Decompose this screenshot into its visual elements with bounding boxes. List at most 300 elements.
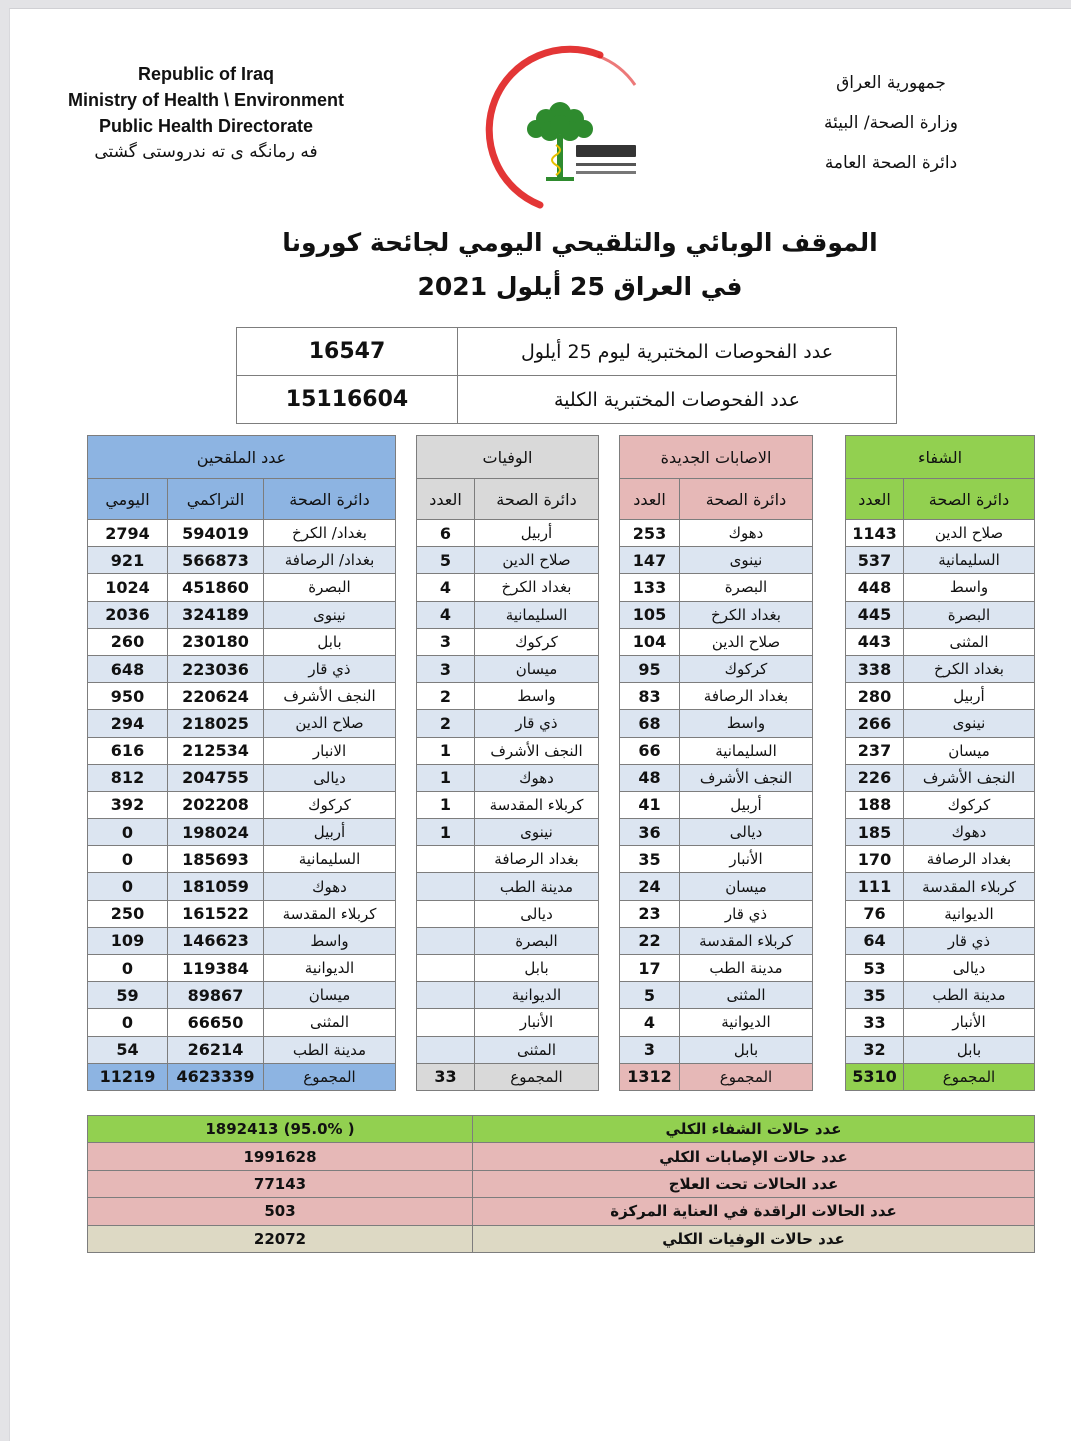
dept-cell: الديوانية	[904, 900, 1035, 927]
summary-row-total-cases	[88, 1143, 1035, 1170]
dept-cell: أربيل	[264, 819, 396, 846]
daily-cell: 0	[88, 955, 168, 982]
column-header-dept: دائرة الصحة	[264, 479, 396, 520]
table-row	[620, 955, 813, 982]
table-row	[417, 655, 599, 682]
table-row	[417, 927, 599, 954]
count-cell: 2	[417, 710, 475, 737]
dept-cell: دهوك	[475, 764, 599, 791]
summary-label: عدد حالات الإصابات الكلي	[473, 1143, 1035, 1170]
dept-cell: النجف الأشرف	[475, 737, 599, 764]
table-row	[417, 846, 599, 873]
daily-cell: 260	[88, 628, 168, 655]
vaccinated-table	[87, 435, 396, 1091]
dept-cell: ميسان	[904, 737, 1035, 764]
lab-tests-row	[237, 328, 897, 376]
dept-cell: ذي قار	[475, 710, 599, 737]
table-row	[846, 683, 1035, 710]
table-row	[620, 846, 813, 873]
dept-cell: صلاح الدين	[264, 710, 396, 737]
table-row	[846, 764, 1035, 791]
lab-tests-value: 16547	[237, 328, 458, 376]
dept-cell: دهوك	[680, 520, 813, 547]
dept-cell: البصرة	[475, 927, 599, 954]
column-header-dept: دائرة الصحة	[475, 479, 599, 520]
summary-label: عدد الحالات الراقدة في العناية المركزة	[473, 1198, 1035, 1225]
table-row	[88, 791, 396, 818]
recoveries-table	[845, 435, 1035, 1091]
count-cell: 185	[846, 819, 904, 846]
table-row	[417, 710, 599, 737]
count-cell: 4	[417, 601, 475, 628]
header-line-ministry-ar: وزارة الصحة/ البيئة	[824, 113, 958, 133]
table-row	[620, 628, 813, 655]
dept-cell: ذي قار	[904, 927, 1035, 954]
cumulative-cell: 198024	[168, 819, 264, 846]
count-cell	[417, 1009, 475, 1036]
dept-cell: البصرة	[264, 574, 396, 601]
table-row	[846, 982, 1035, 1009]
table-row	[417, 628, 599, 655]
count-cell: 448	[846, 574, 904, 601]
total-label: المجموع	[475, 1063, 599, 1090]
header-arabic	[791, 63, 991, 183]
table-row	[846, 873, 1035, 900]
cumulative-cell: 220624	[168, 683, 264, 710]
summary-row-icu	[88, 1198, 1035, 1225]
table-row	[620, 574, 813, 601]
table-row	[846, 1009, 1035, 1036]
cumulative-cell: 212534	[168, 737, 264, 764]
total-label: المجموع	[264, 1063, 396, 1090]
count-cell: 237	[846, 737, 904, 764]
dept-cell: بابل	[475, 955, 599, 982]
header-line-directorate: Public Health Directorate	[98, 116, 314, 136]
table-row	[88, 601, 396, 628]
table-row	[620, 683, 813, 710]
table-row	[417, 982, 599, 1009]
dept-cell: نينوى	[680, 547, 813, 574]
count-cell: 1	[417, 764, 475, 791]
dept-cell: واسط	[680, 710, 813, 737]
table-row	[88, 955, 396, 982]
dept-cell: صلاح الدين	[680, 628, 813, 655]
title-line-1: الموقف الوبائي والتلقيحي اليومي لجائحة كورونا	[282, 228, 878, 257]
summary-value: 1991628	[88, 1143, 473, 1170]
table-row	[417, 900, 599, 927]
count-cell: 133	[620, 574, 680, 601]
dept-cell: بغداد الرصافة	[680, 683, 813, 710]
table-row	[846, 927, 1035, 954]
column-header-dept: دائرة الصحة	[680, 479, 813, 520]
dept-cell: كربلاء المقدسة	[264, 900, 396, 927]
dept-cell: صلاح الدين	[904, 520, 1035, 547]
count-cell: 36	[620, 819, 680, 846]
table-row	[620, 764, 813, 791]
dept-cell: مدينة الطب	[904, 982, 1035, 1009]
lab-tests-row	[237, 376, 897, 424]
summary-value: 77143	[88, 1170, 473, 1197]
count-cell: 537	[846, 547, 904, 574]
count-cell: 1	[417, 819, 475, 846]
count-cell: 35	[846, 982, 904, 1009]
cumulative-cell: 89867	[168, 982, 264, 1009]
dept-cell: البصرة	[904, 601, 1035, 628]
table-row	[88, 1036, 396, 1063]
count-cell: 4	[417, 574, 475, 601]
table-row	[620, 601, 813, 628]
table-row	[417, 601, 599, 628]
table-row	[846, 819, 1035, 846]
dept-cell: الانبار	[264, 737, 396, 764]
daily-cell: 0	[88, 1009, 168, 1036]
total-value: 5310	[846, 1063, 904, 1090]
recoveries-title: الشفاء	[846, 436, 1035, 479]
dept-cell: نينوى	[264, 601, 396, 628]
count-cell: 445	[846, 601, 904, 628]
dept-cell: النجف الأشرف	[680, 764, 813, 791]
column-header-cumulative: التراكمي	[168, 479, 264, 520]
count-cell: 32	[846, 1036, 904, 1063]
dept-cell: بابل	[904, 1036, 1035, 1063]
table-row	[417, 791, 599, 818]
cumulative-cell: 181059	[168, 873, 264, 900]
table-row	[620, 982, 813, 1009]
table-row	[417, 1009, 599, 1036]
new-cases-title: الاصابات الجديدة	[620, 436, 813, 479]
daily-cell: 59	[88, 982, 168, 1009]
summary-row-total-deaths	[88, 1225, 1035, 1252]
count-cell: 170	[846, 846, 904, 873]
dept-cell: المثنى	[680, 982, 813, 1009]
count-cell: 5	[620, 982, 680, 1009]
count-cell	[417, 873, 475, 900]
count-cell	[417, 1036, 475, 1063]
cumulative-cell: 119384	[168, 955, 264, 982]
count-cell: 6	[417, 520, 475, 547]
table-row	[417, 819, 599, 846]
table-row	[620, 900, 813, 927]
dept-cell: مدينة الطب	[264, 1036, 396, 1063]
summary-label: عدد الحالات تحت العلاج	[473, 1170, 1035, 1197]
cumulative-cell: 451860	[168, 574, 264, 601]
count-cell: 1143	[846, 520, 904, 547]
summary-value: 503	[88, 1198, 473, 1225]
count-cell: 17	[620, 955, 680, 982]
dept-cell: صلاح الدين	[475, 547, 599, 574]
dept-cell: أربيل	[904, 683, 1035, 710]
daily-cell: 54	[88, 1036, 168, 1063]
table-row	[846, 601, 1035, 628]
daily-cell: 294	[88, 710, 168, 737]
dept-cell: البصرة	[680, 574, 813, 601]
table-row	[846, 574, 1035, 601]
dept-cell: واسط	[475, 683, 599, 710]
vaccinated-title: عدد الملقحين	[88, 436, 396, 479]
count-cell: 68	[620, 710, 680, 737]
count-cell: 66	[620, 737, 680, 764]
dept-cell: أربيل	[475, 520, 599, 547]
table-row	[88, 628, 396, 655]
dept-cell: مدينة الطب	[680, 955, 813, 982]
table-row	[417, 547, 599, 574]
cumulative-cell: 146623	[168, 927, 264, 954]
table-row	[417, 520, 599, 547]
dept-cell: السليمانية	[904, 547, 1035, 574]
count-cell	[417, 900, 475, 927]
count-cell	[417, 982, 475, 1009]
table-row	[846, 710, 1035, 737]
table-row	[620, 520, 813, 547]
dept-cell: كربلاء المقدسة	[680, 927, 813, 954]
header-line-republic: Republic of Iraq	[137, 64, 274, 84]
dept-cell: ديالى	[680, 819, 813, 846]
table-row	[88, 900, 396, 927]
table-row	[620, 710, 813, 737]
dept-cell: كركوك	[904, 791, 1035, 818]
dept-cell: دهوك	[264, 873, 396, 900]
table-row	[846, 737, 1035, 764]
cumulative-cell: 230180	[168, 628, 264, 655]
count-cell: 3	[417, 655, 475, 682]
summary-label: عدد حالات الوفيات الكلي	[473, 1225, 1035, 1252]
daily-cell: 812	[88, 764, 168, 791]
column-header-count: العدد	[620, 479, 680, 520]
dept-cell: بغداد الرصافة	[904, 846, 1035, 873]
table-row	[417, 955, 599, 982]
summary-row-under-treatment	[88, 1170, 1035, 1197]
count-cell: 3	[620, 1036, 680, 1063]
dept-cell: الديوانية	[680, 1009, 813, 1036]
count-cell: 188	[846, 791, 904, 818]
table-row	[620, 1036, 813, 1063]
header-line-republic-ar: جمهورية العراق	[836, 73, 946, 93]
cumulative-cell: 223036	[168, 655, 264, 682]
header-english	[46, 61, 366, 165]
title-line-2: في العراق 25 أيلول 2021	[417, 272, 743, 301]
total-value: 1312	[620, 1063, 680, 1090]
dept-cell: بغداد الرصافة	[475, 846, 599, 873]
cumulative-cell: 161522	[168, 900, 264, 927]
report-page	[9, 8, 1071, 1441]
dept-cell: كركوك	[475, 628, 599, 655]
table-row	[620, 737, 813, 764]
page-title	[240, 221, 920, 309]
daily-cell: 921	[88, 547, 168, 574]
count-cell: 5	[417, 547, 475, 574]
count-cell: 4	[620, 1009, 680, 1036]
dept-cell: بغداد الكرخ	[475, 574, 599, 601]
dept-cell: الأنبار	[904, 1009, 1035, 1036]
dept-cell: الديوانية	[475, 982, 599, 1009]
count-cell: 443	[846, 628, 904, 655]
count-cell: 1	[417, 791, 475, 818]
count-cell: 23	[620, 900, 680, 927]
table-row	[846, 655, 1035, 682]
table-row	[620, 791, 813, 818]
deaths-title: الوفيات	[417, 436, 599, 479]
dept-cell: الديوانية	[264, 955, 396, 982]
dept-cell: كركوك	[264, 791, 396, 818]
table-row	[88, 574, 396, 601]
table-row	[846, 547, 1035, 574]
header-line-kurdish: فه رمانگه ی ته ندروستی گشتی	[94, 142, 318, 162]
column-header-count: العدد	[846, 479, 904, 520]
dept-cell: ميسان	[475, 655, 599, 682]
daily-cell: 0	[88, 819, 168, 846]
cumulative-cell: 204755	[168, 764, 264, 791]
table-row	[417, 683, 599, 710]
table-row	[88, 764, 396, 791]
dept-cell: ديالى	[264, 764, 396, 791]
lab-tests-label: عدد الفحوصات المختبرية ليوم 25 أيلول	[458, 328, 897, 376]
dept-cell: السليمانية	[264, 846, 396, 873]
table-row	[88, 927, 396, 954]
dept-cell: ديالى	[475, 900, 599, 927]
dept-cell: المثنى	[904, 628, 1035, 655]
table-row	[88, 982, 396, 1009]
dept-cell: ذي قار	[680, 900, 813, 927]
table-row	[88, 683, 396, 710]
table-row	[88, 520, 396, 547]
table-row	[620, 547, 813, 574]
cumulative-cell: 566873	[168, 547, 264, 574]
table-row	[88, 846, 396, 873]
count-cell: 147	[620, 547, 680, 574]
table-row	[88, 819, 396, 846]
table-row	[88, 547, 396, 574]
dept-cell: كربلاء المقدسة	[904, 873, 1035, 900]
lab-tests-table	[236, 327, 897, 424]
count-cell: 104	[620, 628, 680, 655]
daily-cell: 648	[88, 655, 168, 682]
count-cell: 83	[620, 683, 680, 710]
dept-cell: بابل	[264, 628, 396, 655]
dept-cell: ديالى	[904, 955, 1035, 982]
cumulative-cell: 218025	[168, 710, 264, 737]
header-line-directorate-ar: دائرة الصحة العامة	[824, 153, 958, 173]
count-cell: 22	[620, 927, 680, 954]
dept-cell: بابل	[680, 1036, 813, 1063]
cumulative-cell: 324189	[168, 601, 264, 628]
daily-cell: 0	[88, 846, 168, 873]
total-value: 33	[417, 1063, 475, 1090]
column-header-count: العدد	[417, 479, 475, 520]
total-label: المجموع	[904, 1063, 1035, 1090]
cumulative-cell: 26214	[168, 1036, 264, 1063]
table-row	[620, 873, 813, 900]
dept-cell: بغداد الكرخ	[904, 655, 1035, 682]
table-row	[417, 737, 599, 764]
ministry-of-health-logo-icon	[480, 45, 660, 215]
dept-cell: ميسان	[264, 982, 396, 1009]
total-daily: 11219	[88, 1063, 168, 1090]
dept-cell: النجف الأشرف	[904, 764, 1035, 791]
count-cell: 111	[846, 873, 904, 900]
count-cell	[417, 927, 475, 954]
cumulative-cell: 185693	[168, 846, 264, 873]
table-row	[417, 764, 599, 791]
table-row	[620, 819, 813, 846]
deaths-table	[416, 435, 599, 1091]
column-header-dept: دائرة الصحة	[904, 479, 1035, 520]
summary-value: ( 95.0%) 1892413	[88, 1116, 473, 1143]
daily-cell: 392	[88, 791, 168, 818]
daily-cell: 2036	[88, 601, 168, 628]
daily-cell: 950	[88, 683, 168, 710]
dept-cell: بغداد الكرخ	[680, 601, 813, 628]
count-cell	[417, 846, 475, 873]
count-cell: 226	[846, 764, 904, 791]
lab-tests-value: 15116604	[237, 376, 458, 424]
count-cell: 280	[846, 683, 904, 710]
dept-cell: مدينة الطب	[475, 873, 599, 900]
count-cell	[417, 955, 475, 982]
count-cell: 53	[846, 955, 904, 982]
table-row	[88, 1009, 396, 1036]
table-row	[846, 520, 1035, 547]
table-row	[88, 655, 396, 682]
table-row	[620, 927, 813, 954]
count-cell: 95	[620, 655, 680, 682]
dept-cell: دهوك	[904, 819, 1035, 846]
new-cases-table	[619, 435, 813, 1091]
table-row	[846, 846, 1035, 873]
summary-value: 22072	[88, 1225, 473, 1252]
dept-cell: كركوك	[680, 655, 813, 682]
dept-cell: بغداد/ الرصافة	[264, 547, 396, 574]
dept-cell: ذي قار	[264, 655, 396, 682]
daily-cell: 1024	[88, 574, 168, 601]
daily-cell: 2794	[88, 520, 168, 547]
summary-label: عدد حالات الشفاء الكلي	[473, 1116, 1035, 1143]
dept-cell: نينوى	[904, 710, 1035, 737]
count-cell: 48	[620, 764, 680, 791]
count-cell: 33	[846, 1009, 904, 1036]
count-cell: 35	[620, 846, 680, 873]
dept-cell: السليمانية	[475, 601, 599, 628]
count-cell: 253	[620, 520, 680, 547]
dept-cell: واسط	[264, 927, 396, 954]
dept-cell: أربيل	[680, 791, 813, 818]
daily-cell: 250	[88, 900, 168, 927]
table-row	[620, 1009, 813, 1036]
cumulative-cell: 66650	[168, 1009, 264, 1036]
dept-cell: الأنبار	[475, 1009, 599, 1036]
dept-cell: المثنى	[475, 1036, 599, 1063]
daily-cell: 616	[88, 737, 168, 764]
cumulative-cell: 594019	[168, 520, 264, 547]
summary-row-total-recoveries	[88, 1116, 1035, 1143]
count-cell: 105	[620, 601, 680, 628]
column-header-daily: اليومي	[88, 479, 168, 520]
table-row	[417, 873, 599, 900]
table-row	[88, 737, 396, 764]
table-row	[620, 655, 813, 682]
count-cell: 64	[846, 927, 904, 954]
table-row	[88, 710, 396, 737]
dept-cell: الأنبار	[680, 846, 813, 873]
table-row	[846, 1036, 1035, 1063]
dept-cell: بغداد/ الكرخ	[264, 520, 396, 547]
dept-cell: النجف الأشرف	[264, 683, 396, 710]
table-row	[417, 1036, 599, 1063]
table-row	[846, 628, 1035, 655]
dept-cell: نينوى	[475, 819, 599, 846]
count-cell: 41	[620, 791, 680, 818]
daily-cell: 109	[88, 927, 168, 954]
total-cumulative: 4623339	[168, 1063, 264, 1090]
